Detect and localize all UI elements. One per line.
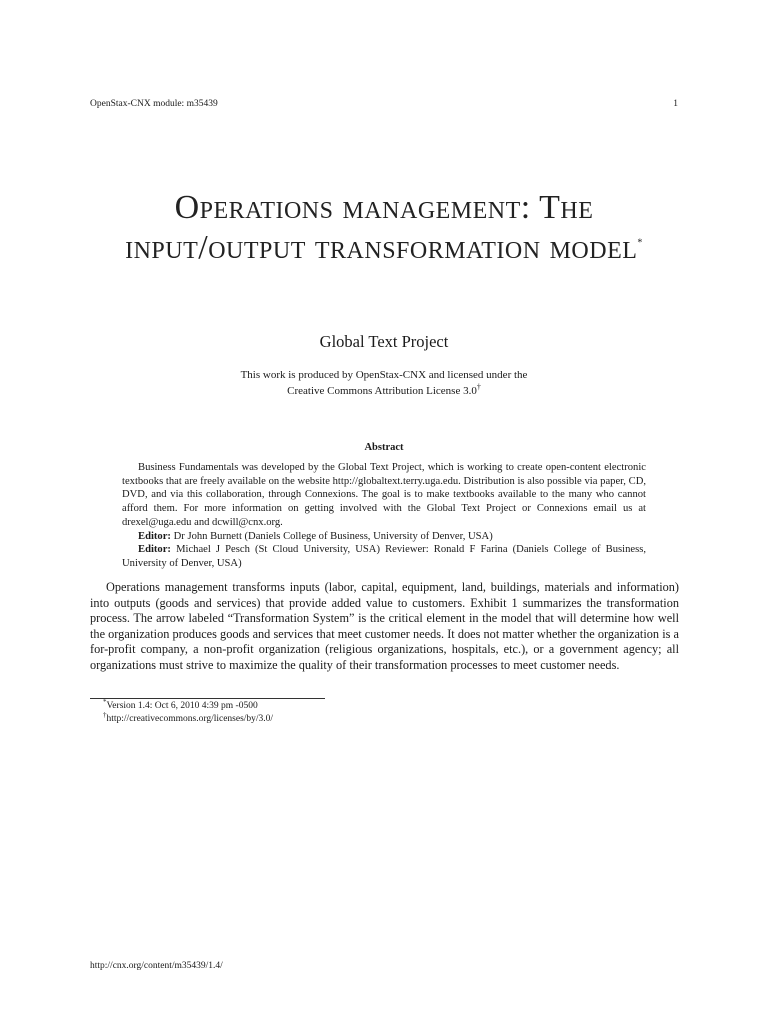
footnote-version bbox=[103, 697, 273, 713]
footnote-version-text: Version 1.4: Oct 6, 2010 4:39 pm -0500 bbox=[106, 701, 258, 711]
footnotes bbox=[103, 697, 274, 726]
title-footnote-mark: * bbox=[637, 237, 643, 249]
title-text: Operations management: The input/output transformation model bbox=[125, 189, 638, 266]
footnote-license bbox=[103, 710, 274, 726]
author: Global Text Project bbox=[319, 332, 449, 351]
editor-text: Michael J Pesch (St Cloud University, USA) Reviewer: Ronald F Farina (Daniels College of Business, University of Denver, USA) bbox=[122, 544, 646, 569]
page-header bbox=[90, 99, 678, 109]
body-paragraph: Operations management transforms inputs (labor, capital, equipment, land, buildings, materials and information) into outputs (goods and services) that provide added value to customers. Exhibit 1 summarizes the transformation process. The arrow labeled “Transformation System” is the critical element in the model that will determine how well the organization produces goods and services that meet customer needs. It does not matter whether the organization is a for-profit company, a non-profit organization (religious organizations, hospitals, etc.), or a government agency; all organizations must strive to maximize the quality of their transformation processes to meet customer needs. bbox=[90, 580, 679, 672]
editor-line-1 bbox=[122, 530, 646, 544]
abstract-paragraph: Business Fundamentals was developed by the Global Text Project, which is working to create open-content electronic textbooks that are freely available on the website http://globaltext.terry.uga.edu. Distribution is also possible via paper, CD, DVD, and via this collaboration, through Connexions. The goal is to make textbooks available to the many who cannot afford them. For more information on getting involved with the Global Text Project or Connexions email us at drexel@uga.edu and dcwill@cnx.org. bbox=[122, 462, 646, 528]
page-number: 1 bbox=[673, 99, 678, 109]
footnote-divider bbox=[90, 698, 325, 699]
editor-label: Editor: bbox=[138, 544, 171, 556]
body-text bbox=[90, 580, 679, 674]
document-title bbox=[110, 188, 658, 268]
abstract-heading: Abstract bbox=[364, 442, 404, 453]
footer-url-link[interactable]: http://cnx.org/content/m35439/1.4/ bbox=[90, 961, 223, 971]
editor-line-2 bbox=[122, 543, 646, 570]
module-id: OpenStax-CNX module: m35439 bbox=[90, 99, 218, 109]
license-line-2 bbox=[0, 383, 768, 399]
license-line-2-text: Creative Commons Attribution License 3.0 bbox=[287, 385, 477, 397]
footnote-license-link[interactable]: http://creativecommons.org/licenses/by/3.0/ bbox=[106, 714, 274, 724]
license-footnote-mark: † bbox=[476, 382, 481, 392]
footnote-mark: * bbox=[103, 697, 107, 706]
license-statement bbox=[0, 367, 768, 399]
footnote-mark: † bbox=[103, 710, 107, 719]
editor-text: Dr John Burnett (Daniels College of Business, University of Denver, USA) bbox=[170, 530, 493, 542]
editor-label: Editor: bbox=[138, 530, 171, 542]
abstract bbox=[122, 461, 646, 571]
license-line-1: This work is produced by OpenStax-CNX and licensed under the bbox=[240, 369, 528, 381]
